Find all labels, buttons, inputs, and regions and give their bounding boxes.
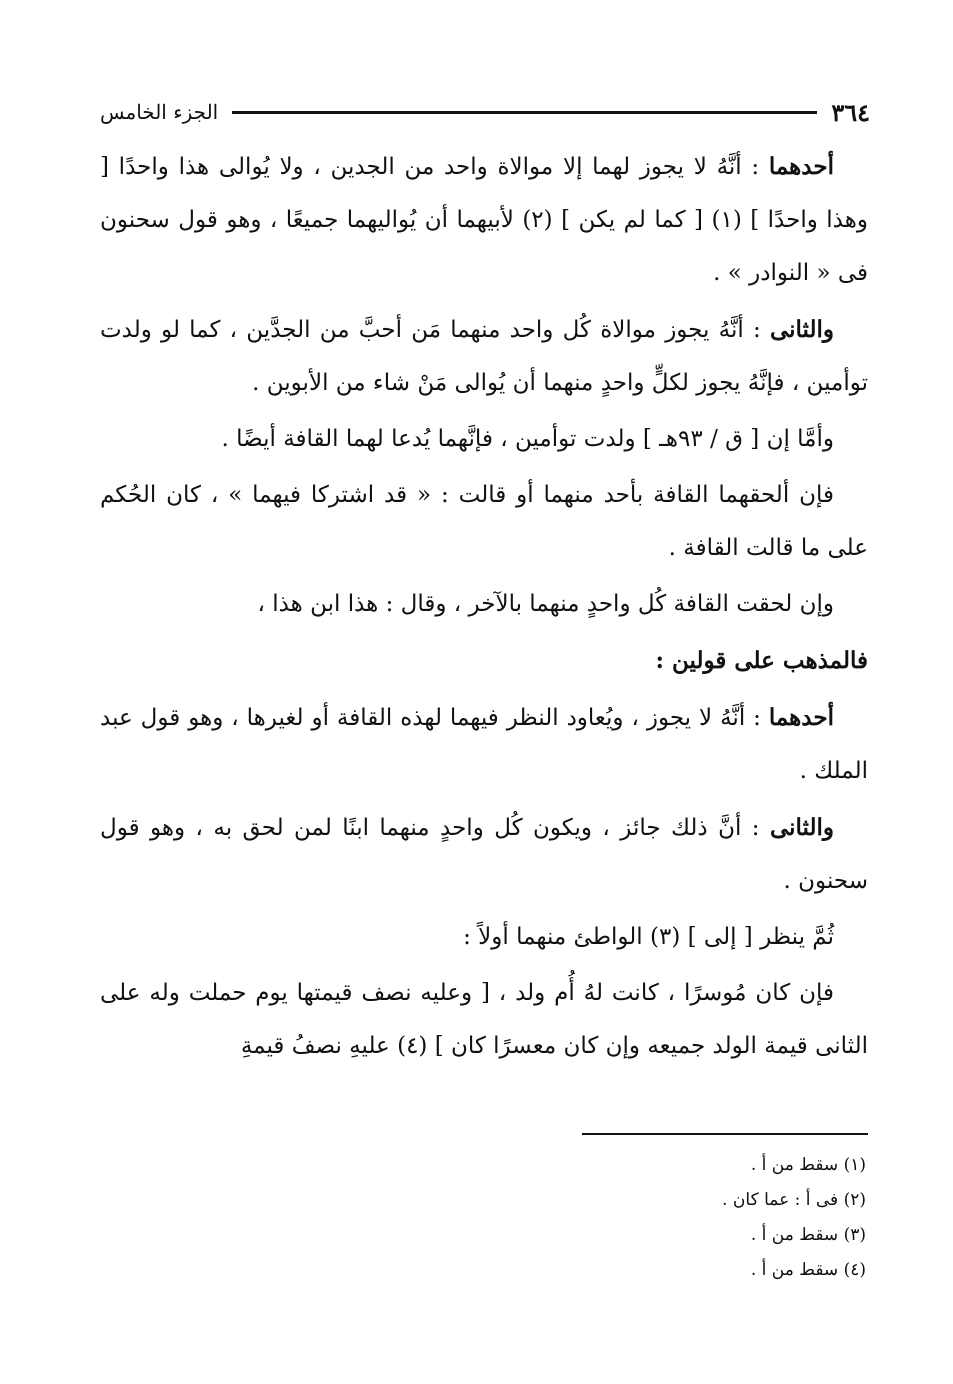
paragraph: [100, 413, 868, 466]
paragraph-text: : أنَّ ذلك جائز ، ويكون كُل واحدٍ منهما ابنًا لمن لحق به ، وهو قول سحنون .: [100, 815, 868, 894]
footnotes: [500, 1148, 866, 1288]
section-heading: [100, 634, 868, 688]
footnote: (٢) فى أ : عما كان .: [722, 1190, 866, 1210]
paragraph-text: وأمَّا إن [ ق / ٩٣هـ ] ولدت توأمين ، فإنَّهما يُدعا لهما القافة أيضًا .: [221, 426, 834, 452]
footnote-rule: [582, 1133, 868, 1135]
paragraph: [100, 967, 868, 1073]
body-text: [100, 140, 868, 1076]
paragraph-text: فإن كان مُوسرًا ، كانت لهُ أُم ولد ، [ وعليه نصف قيمتها يوم حملت وله على الثانى قيمة الولد جميعه وإن كان معسرًا كان ] (٤) عليهِ نصفُ قيمةِ: [100, 980, 868, 1059]
paragraph: [100, 691, 868, 798]
header-rule: [232, 111, 817, 114]
paragraph: [100, 911, 868, 964]
paragraph: [100, 578, 868, 631]
paragraph-lead: أحدهما: [768, 153, 834, 180]
paragraph-lead: فالمذهب على قولين :: [655, 647, 868, 674]
footnote: (٤) سقط من أ .: [750, 1260, 866, 1280]
footnote: (١) سقط من أ .: [750, 1155, 866, 1175]
paragraph: [100, 469, 868, 575]
paragraph-lead: والثانى: [769, 316, 834, 343]
page-header: [100, 92, 870, 132]
running-title: الجزء الخامس: [100, 100, 219, 124]
paragraph-lead: أحدهما: [768, 704, 834, 731]
footnote: (٣) سقط من أ .: [750, 1225, 866, 1245]
paragraph: [100, 801, 868, 908]
paragraph-text: : أنَّهُ لا يجوز ، ويُعاود النظر فيهما لهذه القافة أو لغيرها ، وهو قول عبد الملك .: [100, 705, 868, 784]
paragraph-text: : أنَّهُ لا يجوز لهما إلا موالاة واحد من الجدين ، ولا يُوالى هذا واحدًا [ وهذا واحدًا ] (١) [ كما لم يكن ] (٢) لأبيهما أن يُواليهما جميعًا ، وهو قول سحنون فى « النوادر » .: [100, 154, 868, 286]
paragraph-text: : أنَّهُ يجوز موالاة كُل واحد منهما مَن أحبَّ من الجدَّين ، كما لو ولدت توأمين ، فإنَّهُ يجوز لكلٍّ واحدٍ منهما أن يُوالى مَنْ شاء من الأبوين .: [100, 317, 868, 396]
paragraph-text: وإن لحقت القافة كُل واحدٍ منهما بالآخر ، وقال : هذا ابن هذا ،: [257, 591, 834, 617]
paragraph: [100, 303, 868, 410]
paragraph-text: فإن ألحقهما القافة بأحد منهما أو قالت : « قد اشتركا فيهما » ، كان الحُكم على ما قالت القافة .: [100, 482, 868, 561]
paragraph-lead: والثانى: [769, 814, 834, 841]
paragraph-text: ثُمَّ ينظر [ إلى ] (٣) الواطئ منهما أولاً :: [463, 924, 834, 950]
paragraph: [100, 140, 868, 300]
page-number: ٣٦٤: [831, 97, 870, 127]
